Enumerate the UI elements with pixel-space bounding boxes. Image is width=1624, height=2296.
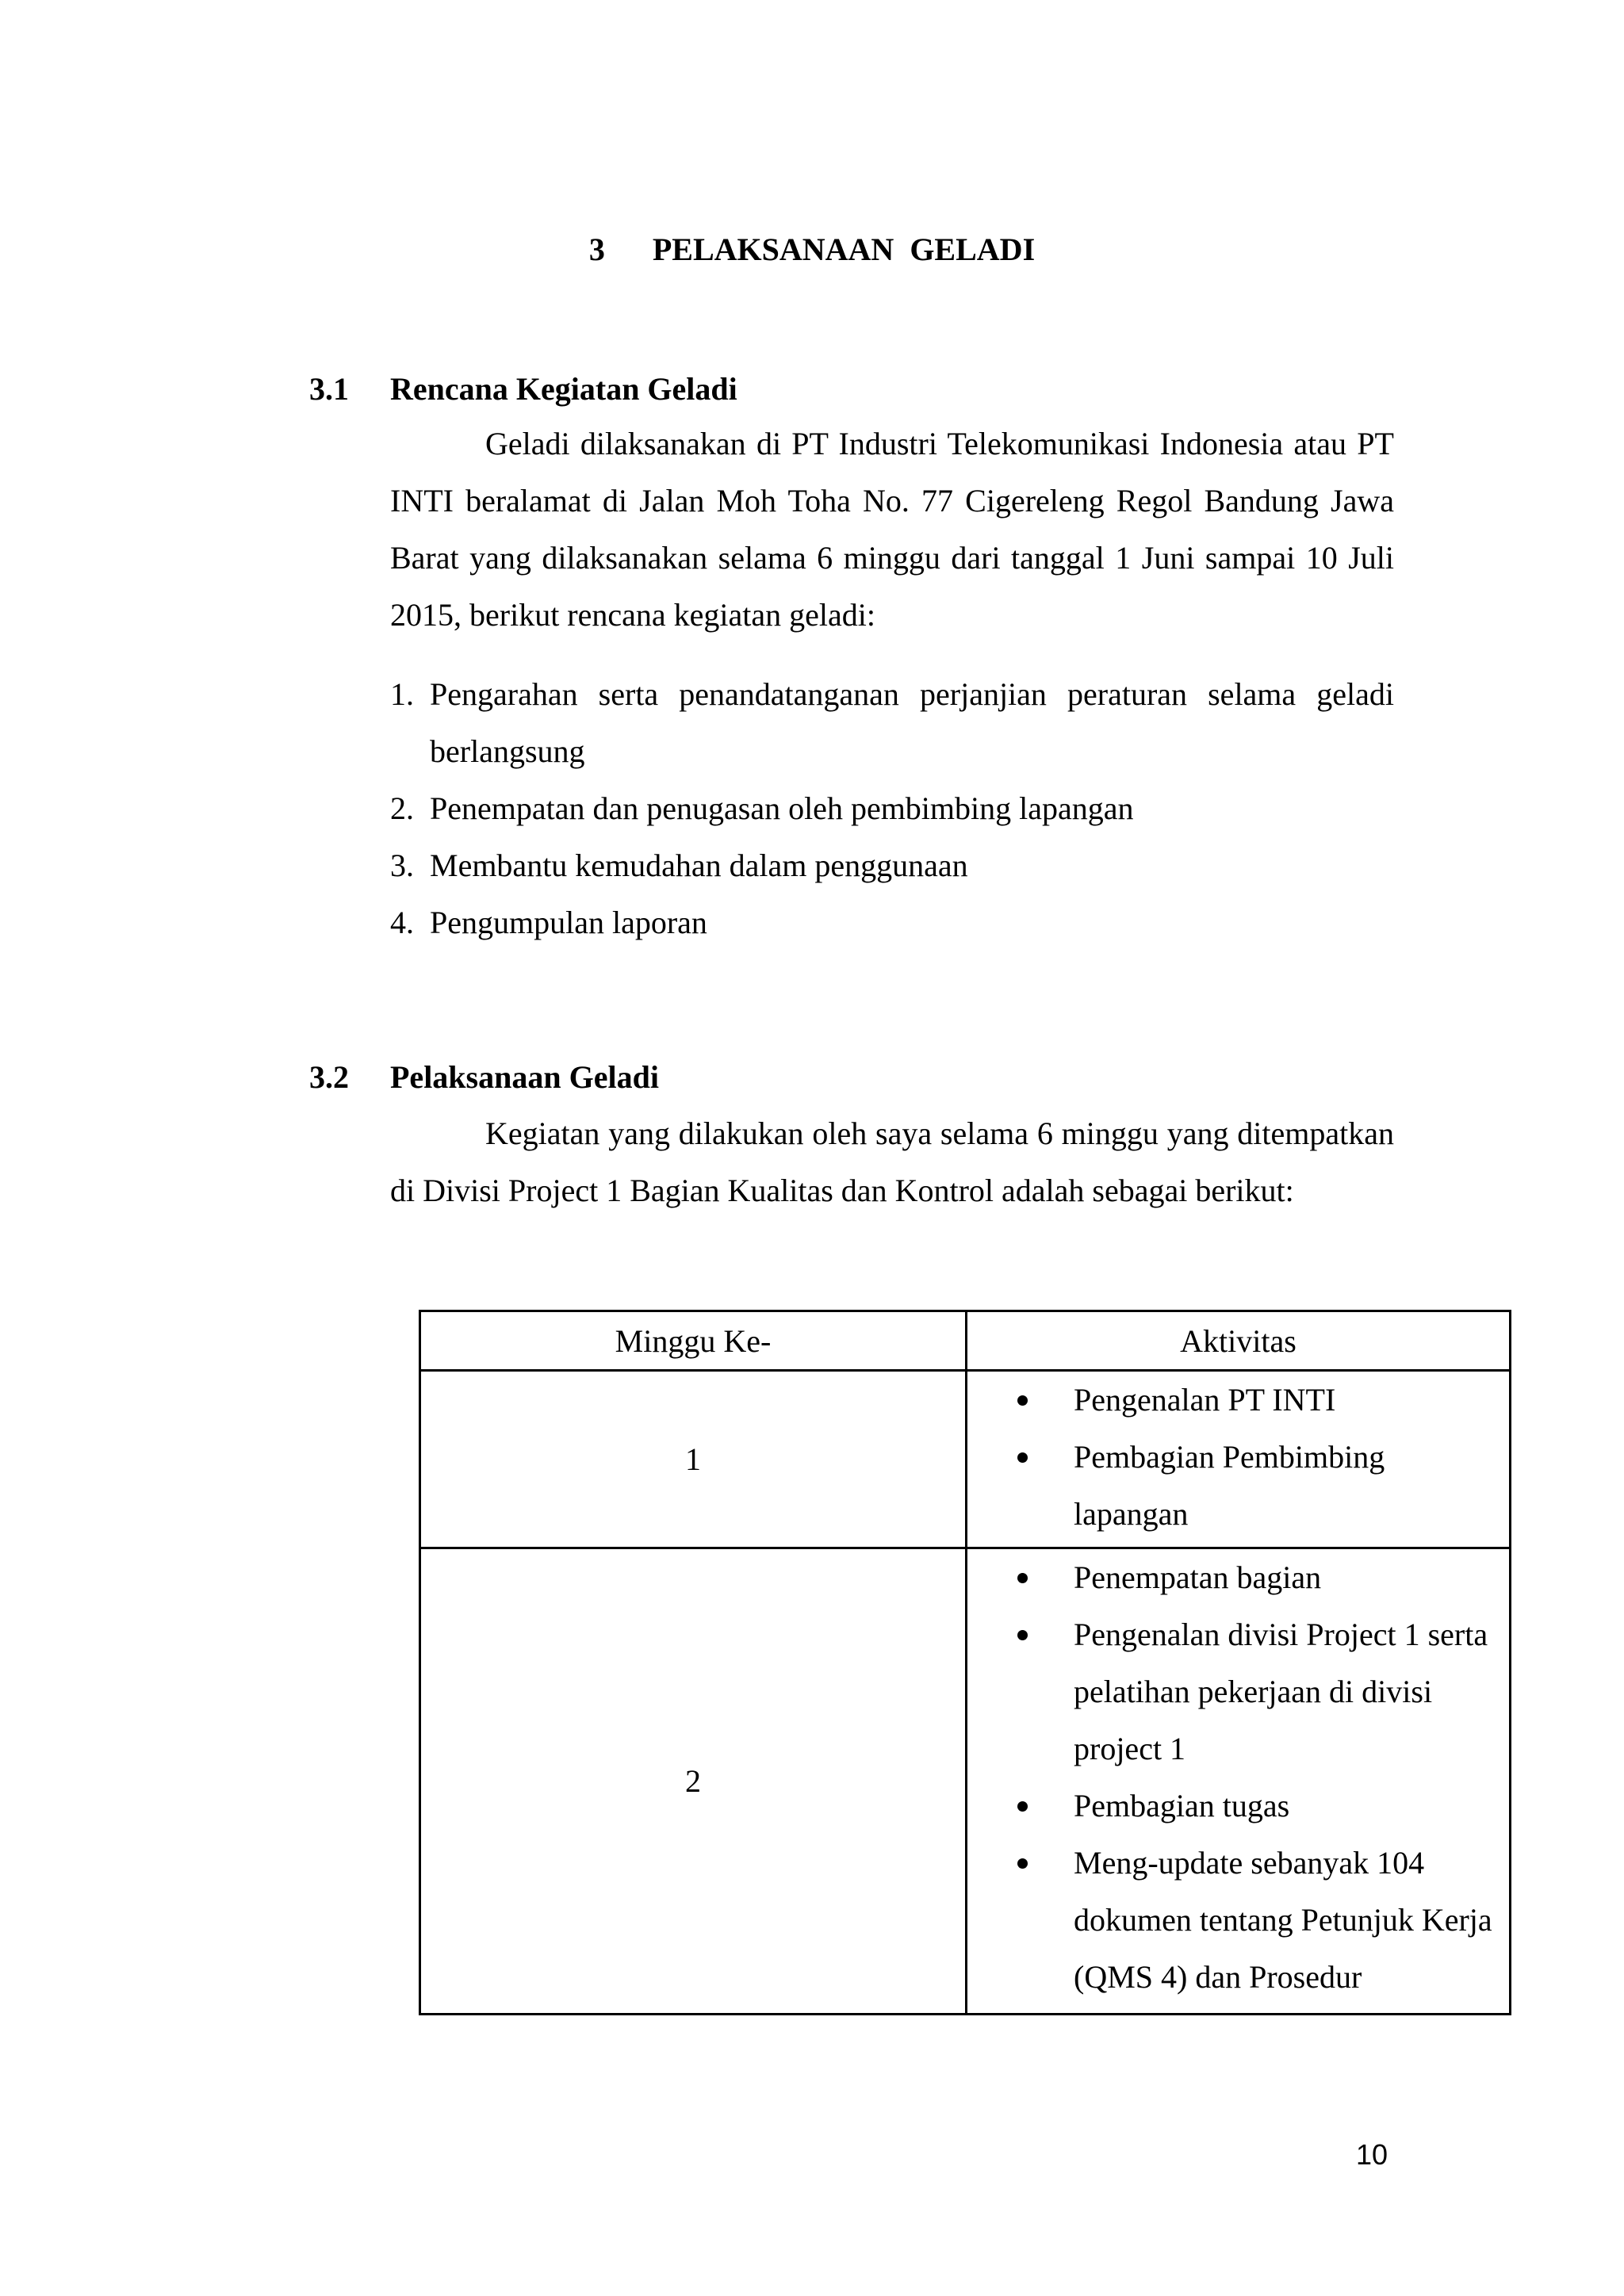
chapter-title [0, 230, 1624, 270]
list-item-number: 3. [390, 848, 414, 883]
activity-cell [967, 1548, 1511, 2015]
section-number: 3.1 [309, 371, 349, 407]
activity-item: Penempatan bagian [967, 1549, 1509, 1606]
chapter-title-text: PELAKSANAAN GELADI [652, 232, 1036, 267]
week-cell: 2 [420, 1548, 967, 2015]
list-item [390, 894, 1394, 951]
table-header-activity: Aktivitas [967, 1311, 1511, 1371]
list-item-text: Penempatan dan penugasan oleh pembimbing lapangan [430, 790, 1134, 826]
list-item-text: Membantu kemudahan dalam penggunaan [430, 848, 968, 883]
list-item-text: Pengarahan serta penandatanganan perjanjian peraturan selama geladi berlangsung [430, 676, 1394, 769]
activity-item: Meng-update sebanyak 104 dokumen tentang Petunjuk Kerja (QMS 4) dan Prosedur [967, 1835, 1509, 2006]
table-row [420, 1548, 1511, 2015]
table-row [420, 1371, 1511, 1548]
list-item-number: 2. [390, 790, 414, 826]
activity-table [419, 1310, 1511, 2015]
list-item-number: 4. [390, 905, 414, 940]
table-header-week: Minggu Ke- [420, 1311, 967, 1371]
activity-cell [967, 1371, 1511, 1548]
activity-plan-list [390, 666, 1394, 951]
chapter-number: 3 [588, 232, 605, 267]
activity-item: Pembagian tugas [967, 1777, 1509, 1835]
section-number: 3.2 [309, 1059, 349, 1095]
list-item [390, 837, 1394, 894]
list-item-number: 1. [390, 676, 414, 712]
table-header-row [420, 1311, 1511, 1371]
section-heading-3-2 [309, 1058, 659, 1097]
activity-item: Pengenalan divisi Project 1 serta pelatihan pekerjaan di divisi project 1 [967, 1606, 1509, 1777]
section-title: Pelaksanaan Geladi [390, 1059, 659, 1095]
section-3-2-paragraph: Kegiatan yang dilakukan oleh saya selama 6 minggu yang ditempatkan di Divisi Project 1 Bagian Kualitas dan Kontrol adalah sebagai berikut: [390, 1115, 1394, 1208]
section-title: Rencana Kegiatan Geladi [390, 371, 737, 407]
section-3-1-paragraph: Geladi dilaksanakan di PT Industri Telekomunikasi Indonesia atau PT INTI beralamat di Jalan Moh Toha No. 77 Cigereleng Regol Bandung Jawa Barat yang dilaksanakan selama 6 minggu dari tanggal 1 Juni sampai 10 Juli 2015, berikut rencana kegiatan geladi: [390, 426, 1394, 633]
list-item [390, 666, 1394, 780]
activity-list [967, 1549, 1509, 2006]
section-heading-3-1 [309, 369, 737, 409]
activity-item: Pembagian Pembimbing lapangan [967, 1429, 1509, 1543]
week-cell: 1 [420, 1371, 967, 1548]
list-item [390, 780, 1394, 837]
list-item-text: Pengumpulan laporan [430, 905, 707, 940]
page-number: 10 [1356, 2138, 1388, 2171]
activity-item: Pengenalan PT INTI [967, 1372, 1509, 1429]
activity-list [967, 1372, 1509, 1543]
